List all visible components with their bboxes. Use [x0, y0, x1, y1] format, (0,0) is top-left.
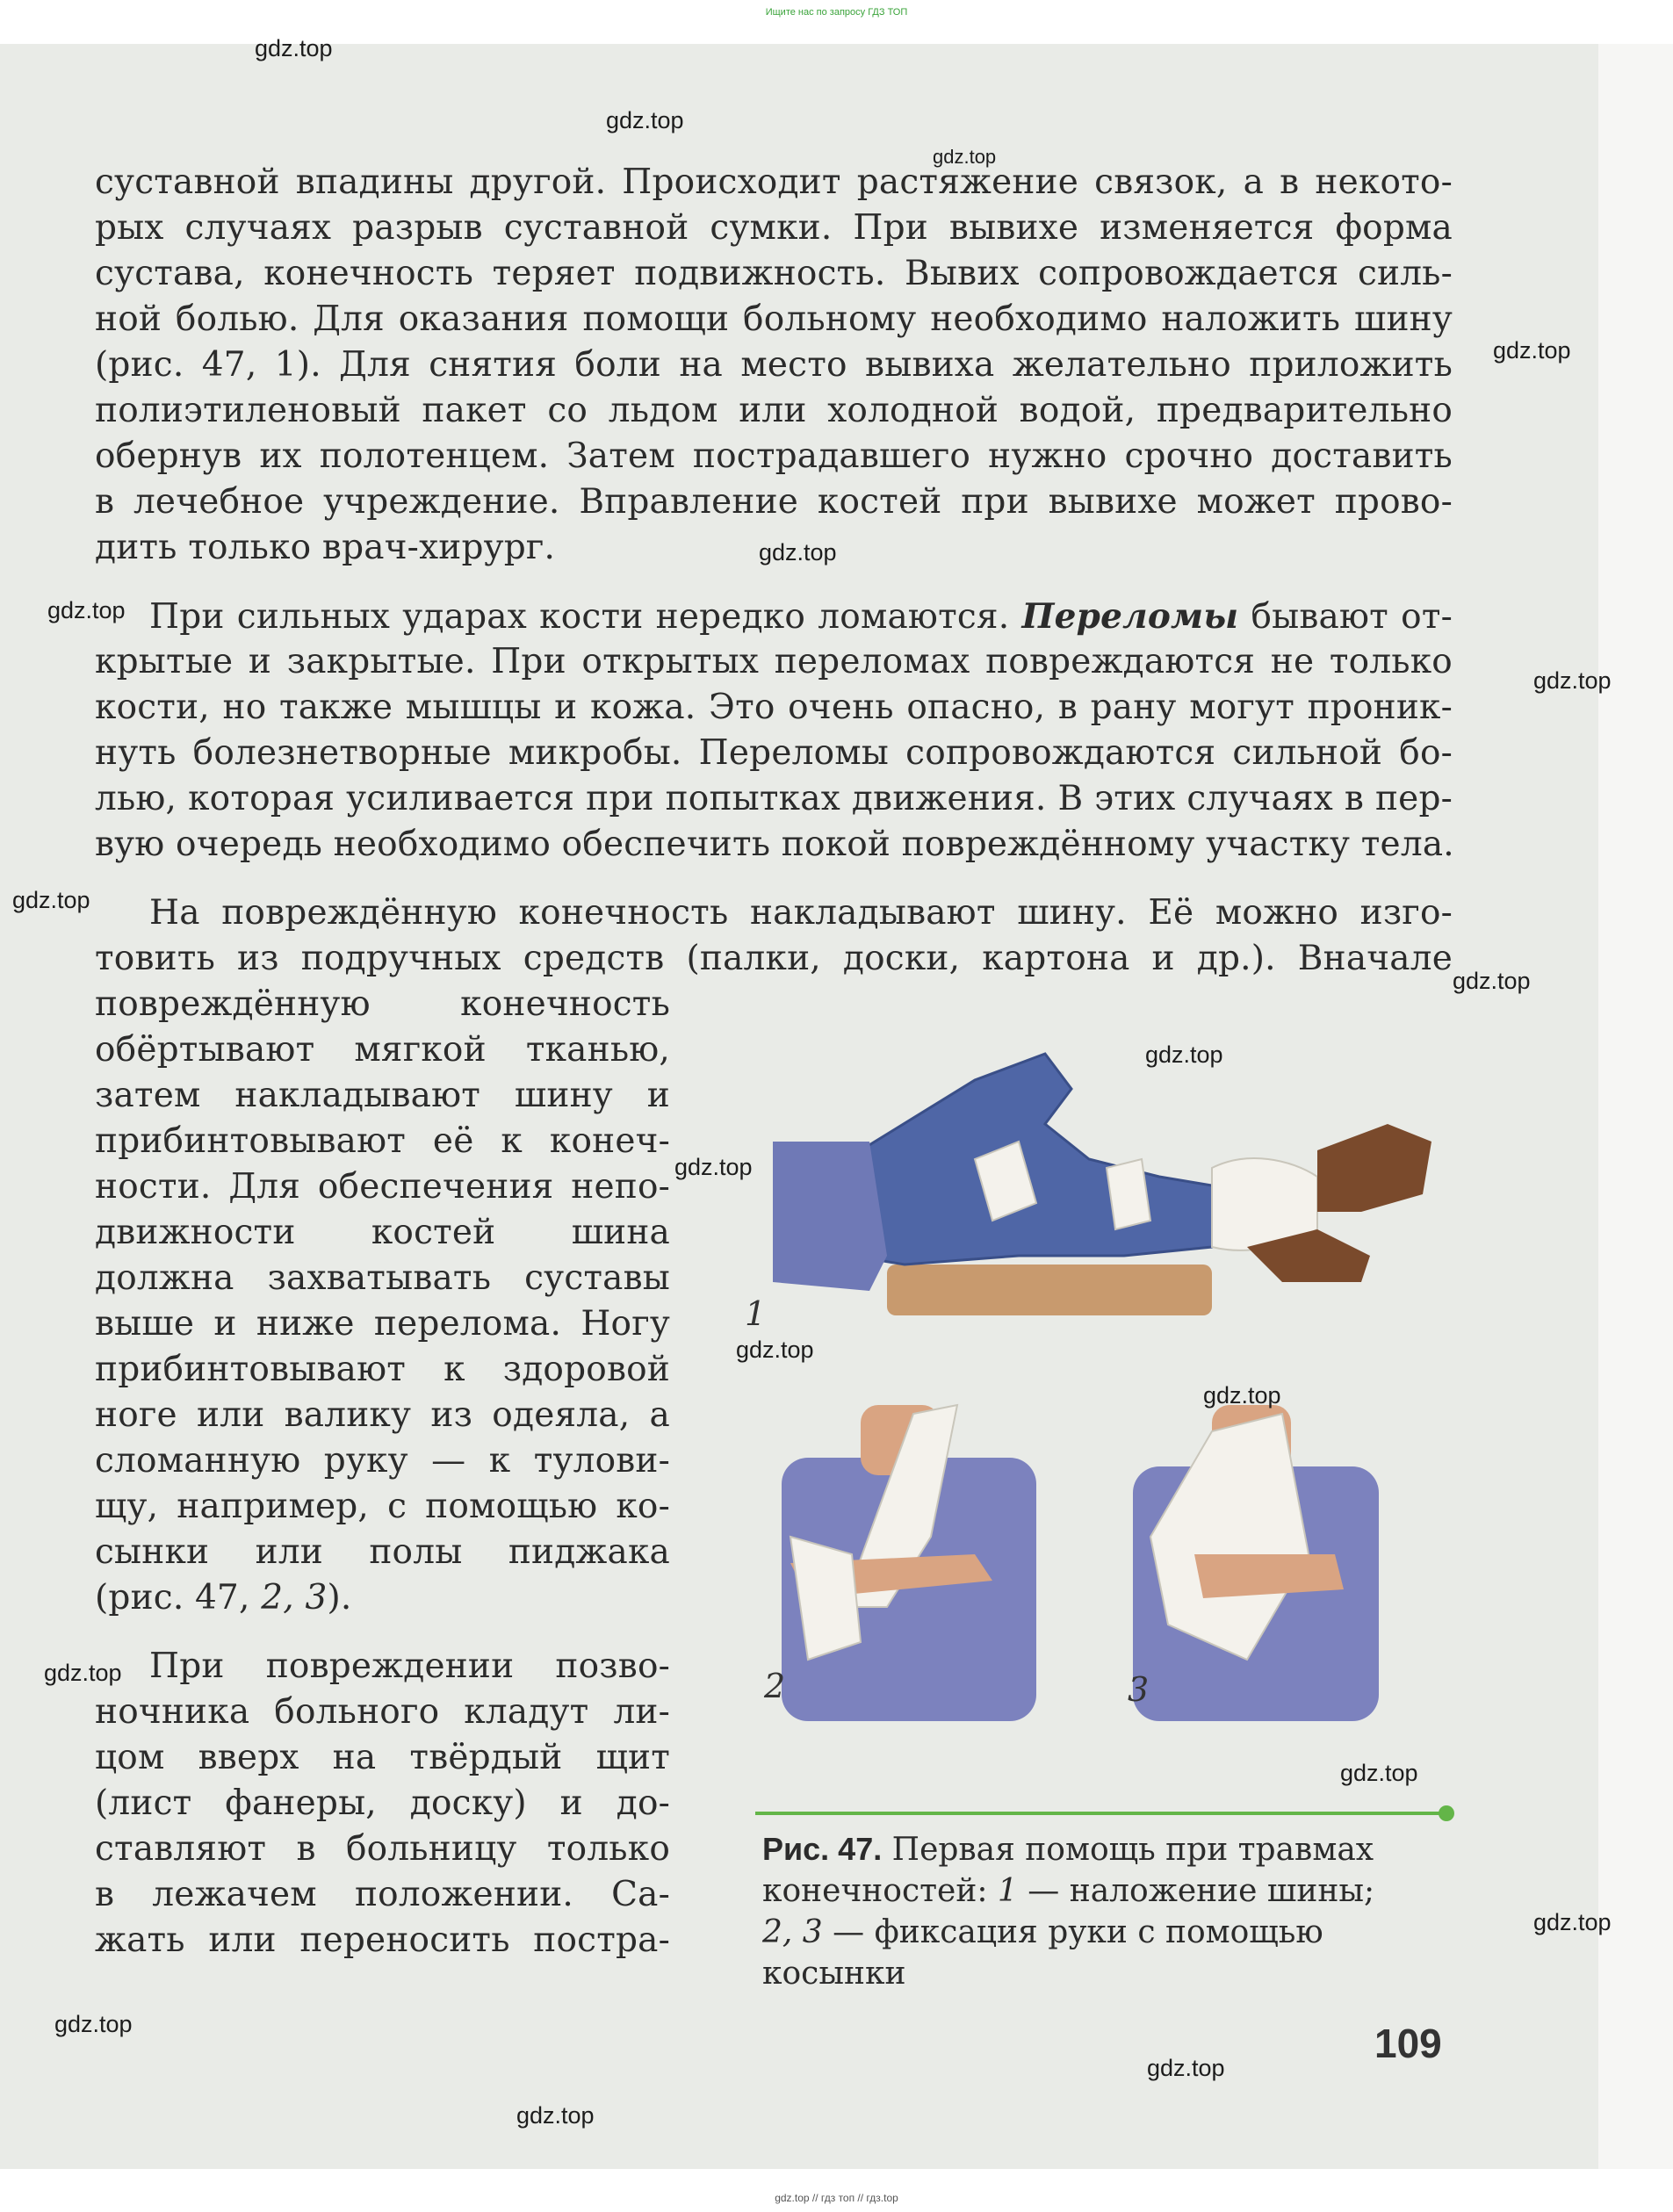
text-line: сустава, конечность теряет подвижность. Вывих сопровождается силь- [95, 254, 1453, 293]
figure-47-illustration [745, 992, 1458, 1721]
text-line [149, 594, 1453, 640]
text-line: товить из подручных средств (палки, доски, картона и др.). Вначале [95, 939, 1453, 978]
caption-line: косынки [762, 1956, 906, 1992]
text-line: лью, которая усиливается при попытках движения. В этих случаях в пер- [95, 779, 1453, 818]
footer-note: gdz.top // гдз топ // гдз.top [775, 2192, 898, 2204]
text-fragment: (рис. 47, [95, 1578, 250, 1618]
watermark: gdz.top [516, 2102, 595, 2129]
text-fragment: ). [327, 1578, 352, 1618]
jeans [852, 1054, 1247, 1265]
foot-upper [1317, 1124, 1431, 1212]
watermark: gdz.top [54, 2011, 133, 2037]
text-line: При повреждении позво- [149, 1646, 670, 1686]
caption-number: 1 [997, 1873, 1018, 1909]
caption-text: конечностей: [762, 1873, 988, 1909]
bandage-shin [1107, 1159, 1150, 1229]
text-line: движности костей шина [95, 1213, 670, 1252]
text-line: затем накладывают шину и [95, 1076, 670, 1115]
caption-line [762, 1870, 1430, 1912]
watermark: gdz.top [1453, 968, 1531, 994]
page-edge [1598, 44, 1673, 2169]
text-line: суставной впадины другой. Происходит растяжение связок, а в некото- [95, 162, 1453, 202]
text-line: ночника больного кладут ли- [95, 1692, 670, 1732]
watermark: gdz.top [736, 1337, 814, 1363]
watermark: gdz.top [1533, 667, 1612, 694]
arm-sling-3-drawing [1133, 1405, 1379, 1721]
text-line [95, 1575, 670, 1621]
text-line: крытые и закрытые. При открытых переломах повреждаются не только [95, 642, 1453, 681]
text-line: дить только врач-хирург. [95, 528, 556, 567]
text-line: сынки или полы пиджака [95, 1532, 670, 1572]
watermark: gdz.top [606, 107, 684, 133]
watermark: gdz.top [759, 539, 837, 566]
text-line: в лежачем положении. Са- [95, 1875, 670, 1914]
text-line: повреждённую конечность [95, 984, 670, 1024]
text-line: На повреждённую конечность накладывают шину. Её можно изго- [149, 893, 1453, 933]
text-line: жать или переносить постра- [95, 1920, 670, 1960]
watermark: gdz.top [12, 887, 90, 913]
caption-text: — фиксация руки с помощью [833, 1914, 1323, 1950]
text-line: выше и ниже перелома. Ногу [95, 1304, 670, 1344]
figure-label-3: 3 [1128, 1670, 1150, 1709]
watermark: gdz.top [1145, 1041, 1223, 1068]
text-line: щу, например, с помощью ко- [95, 1487, 670, 1526]
first-aid-drawing [755, 992, 1458, 1721]
arm-sling-2-drawing [782, 1405, 1036, 1721]
text-line: ставляют в больницу только [95, 1829, 670, 1869]
text-line: цом вверх на твёрдый щит [95, 1738, 670, 1777]
watermark: gdz.top [44, 1660, 122, 1686]
caption-number: 2, 3 [762, 1914, 823, 1950]
text-line: прибинтовывают её к конеч- [95, 1121, 670, 1161]
header-note: Ищите нас по запросу ГДЗ ТОП [765, 7, 908, 18]
page-number: 109 [1374, 2021, 1442, 2066]
figure-reference: 2, 3 [261, 1578, 328, 1618]
watermark: gdz.top [47, 597, 126, 623]
shirt-part [773, 1142, 887, 1291]
figure-caption [762, 1828, 1430, 1994]
caption-label: Рис. 47. [762, 1831, 883, 1867]
text-line: кости, но также мышцы и кожа. Это очень опасно, в рану могут проник- [95, 688, 1453, 727]
text-line: рых случаях разрыв суставной сумки. При вывихе изменяется форма [95, 208, 1453, 248]
text-line: должна захватывать суставы [95, 1258, 670, 1298]
caption-text: — наложение шины; [1028, 1873, 1375, 1909]
splint-board [887, 1265, 1212, 1315]
text-line: (рис. 47, 1). Для снятия боли на место вывиха желательно приложить [95, 345, 1453, 385]
watermark: gdz.top [674, 1154, 753, 1180]
caption-text: Первая помощь при травмах [891, 1832, 1374, 1868]
text-line: обернув их полотенцем. Затем пострадавшего нужно срочно доставить [95, 436, 1453, 476]
text-line: полиэтиленовый пакет со льдом или холодной водой, предварительно [95, 391, 1453, 430]
caption-line [762, 1912, 1430, 1953]
text-line: ноге или валику из одеяла, а [95, 1395, 670, 1435]
text-line: ности. Для обеспечения непо- [95, 1167, 670, 1207]
text-line: (лист фанеры, доску) и до- [95, 1783, 670, 1823]
figure-label-1: 1 [745, 1294, 767, 1333]
watermark: gdz.top [1493, 337, 1571, 364]
term-fractures: Переломы [1021, 596, 1239, 637]
text-fragment: бывают от- [1251, 597, 1453, 637]
watermark: gdz.top [1203, 1382, 1281, 1409]
watermark: gdz.top [933, 146, 997, 168]
watermark: gdz.top [1340, 1760, 1418, 1786]
caption-rule [755, 1812, 1445, 1815]
text-line: вую очередь необходимо обеспечить покой повреждённому участку тела. [95, 825, 1454, 864]
text-fragment: При сильных ударах кости нередко ломаются. [149, 597, 1010, 637]
text-line: сломанную руку — к тулови- [95, 1441, 670, 1481]
caption-rule-dot [1439, 1805, 1454, 1821]
watermark: gdz.top [255, 35, 333, 61]
watermark: gdz.top [1533, 1909, 1612, 1935]
text-line: нуть болезнетворные микробы. Переломы сопровождаются сильной бо- [95, 733, 1453, 773]
text-line: обёртывают мягкой тканью, [95, 1030, 670, 1070]
text-line: прибинтовывают к здоровой [95, 1350, 670, 1389]
text-line: ной болью. Для оказания помощи больному необходимо наложить шину [95, 299, 1453, 339]
watermark: gdz.top [1147, 2055, 1225, 2081]
figure-label-2: 2 [764, 1667, 786, 1705]
text-line: в лечебное учреждение. Вправление костей при вывихе может прово- [95, 482, 1453, 522]
caption-line [762, 1828, 1430, 1870]
splinted-leg-drawing [773, 1054, 1431, 1315]
